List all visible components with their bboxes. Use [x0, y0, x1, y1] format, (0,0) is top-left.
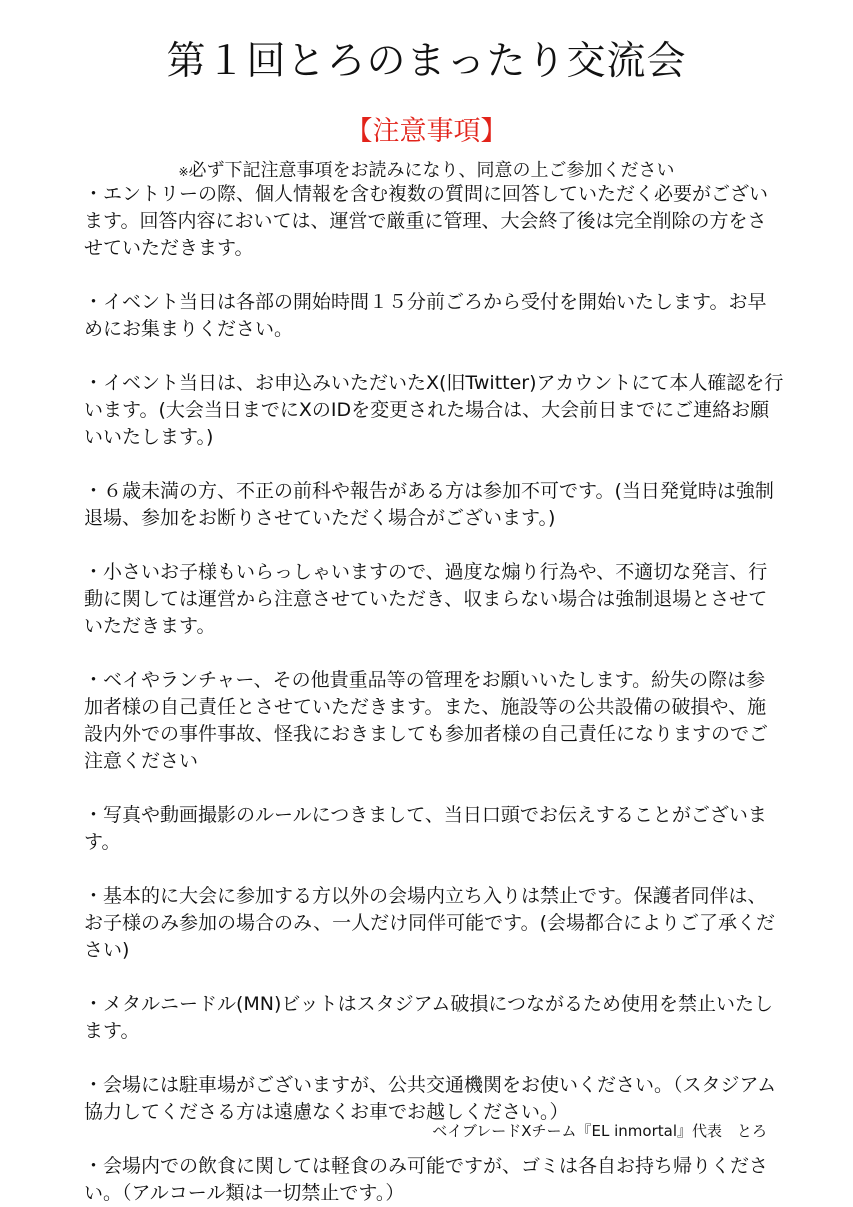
note-photography: ・写真や動画撮影のルールにつきまして、当日口頭でお伝えすることがございます。	[84, 804, 767, 853]
notes-list	[84, 181, 784, 1207]
intro-text: 必ず下記注意事項をお読みになり、同意の上ご参加ください	[188, 160, 675, 181]
page-title: 第１回とろのまったり交流会	[166, 39, 687, 84]
note-metal-needle: ・メタルニードル(MN)ビットはスタジアム破損につながるため使用を禁止いたします。	[84, 993, 773, 1042]
note-entry-personal-info: ・エントリーの際、個人情報を含む複数の質問に回答していただく必要がございます。回答内容においては、運営で厳重に管理、大会終了後は完全削除の方をさせていただきます。	[84, 183, 769, 259]
note-valuables: ・ベイやランチャー、その他貴重品等の管理をお願いいたします。紛失の際は参加者様の自己責任とさせていただきます。また、施設等の公共設備の破損や、施設内外での事件事故、怪我におきましても参加者様の自己責任になりますのでご注意ください	[84, 669, 769, 772]
note-venue-entry: ・基本的に大会に参加する方以外の会場内立ち入りは禁止です。保護者同伴は、お子様のみ参加の場合のみ、一人だけ同伴可能です。(会場都合によりご了承ください)	[84, 885, 776, 961]
note-identity-check: ・イベント当日は、お申込みいただいたX(旧Twitter)アカウントにて本人確認を行います。(大会当日までにXのIDを変更された場合は、大会前日までにご連絡お願いいたします。)	[84, 372, 784, 448]
reference-mark: ※	[178, 165, 189, 179]
notice-heading: 【注意事項】	[345, 116, 508, 147]
note-parking: ・会場には駐車場がございますが、公共交通機関をお使いください。（スタジアム協力してくださる方は遠慮なくお車でお越しください。）	[84, 1074, 777, 1123]
note-reception-time: ・イベント当日は各部の開始時間１５分前ごろから受付を開始いたします。お早めにお集まりください。	[84, 291, 767, 340]
note-food-drink: ・会場内での飲食に関しては軽食のみ可能ですが、ゴミは各自お持ち帰りください。（アルコール類は一切禁止です。）	[84, 1155, 769, 1204]
organizer-signature: ベイブレードXチーム『EL inmortal』代表 とろ	[432, 1122, 767, 1140]
note-conduct: ・小さいお子様もいらっしゃいますので、過度な煽り行為や、不適切な発言、行動に関しては運営から注意させていただき、収まらない場合は強制退場とさせていただきます。	[84, 561, 768, 637]
note-age-restriction: ・６歳未満の方、不正の前科や報告がある方は参加不可です。(当日発覚時は強制退場、参加をお断りさせていただく場合がございます。)	[84, 480, 774, 529]
